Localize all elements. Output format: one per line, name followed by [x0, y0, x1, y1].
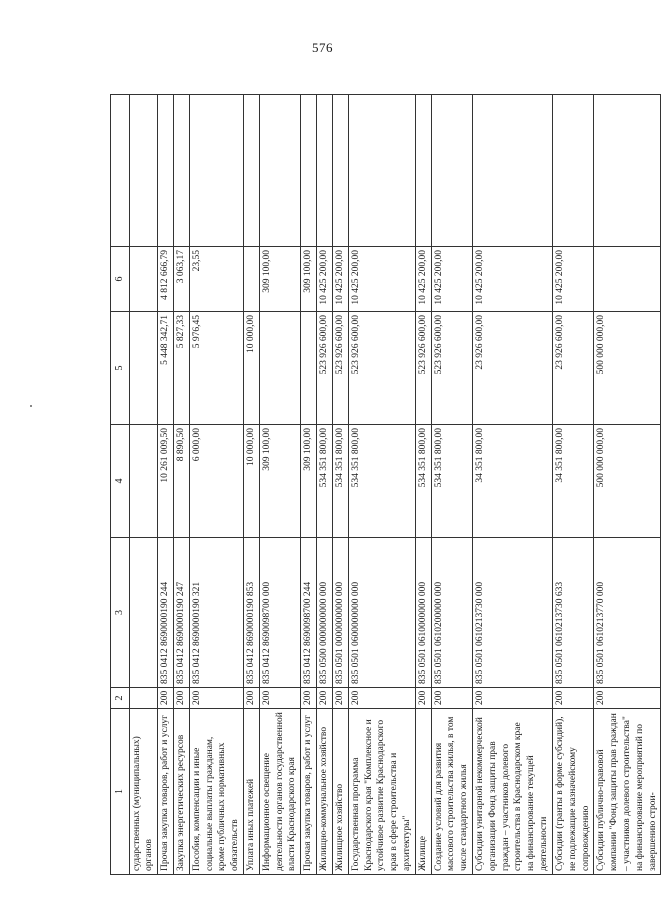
row-amount-5-cell: 523 926 600,00 — [317, 312, 333, 425]
row-code-cell: 200 — [189, 688, 243, 709]
row-empty-cell — [259, 95, 300, 247]
row-code-cell: 200 — [259, 688, 300, 709]
row-name-cell: Государственная программа Краснодарского края "Комплексное и устойчивое развитие Краснодарского края в сфере строительства и архитектуры" — [348, 709, 415, 875]
row-empty-cell — [189, 95, 243, 247]
row-code-cell: 200 — [594, 688, 661, 709]
row-code-cell: 200 — [173, 688, 189, 709]
row-name-cell: сударственных (муниципальных) органов — [129, 709, 158, 875]
row-amount-4-cell: 6 000,00 — [189, 425, 243, 538]
row-name-cell: Уплата иных платежей — [244, 709, 260, 875]
margin-dot — [30, 405, 32, 407]
row-amount-5-cell: 523 926 600,00 — [348, 312, 415, 425]
table-row — [552, 95, 593, 875]
row-amount-6-cell: 10 425 200,00 — [431, 247, 472, 312]
row-classification-cell: 835 0412 8690098700 244 — [301, 538, 317, 688]
header-cell-1: 1 — [111, 709, 130, 875]
table-row — [415, 95, 431, 875]
row-amount-6-cell: 10 425 200,00 — [552, 247, 593, 312]
row-code-cell: 200 — [317, 688, 333, 709]
row-code-cell: 200 — [301, 688, 317, 709]
row-amount-5-cell: 5 827,33 — [173, 312, 189, 425]
row-amount-4-cell: 10 000,00 — [244, 425, 260, 538]
row-amount-4-cell: 34 351 800,00 — [552, 425, 593, 538]
row-amount-6-cell — [594, 247, 661, 312]
row-amount-6-cell: 3 063,17 — [173, 247, 189, 312]
row-code-cell: 200 — [348, 688, 415, 709]
row-amount-5-cell: 523 926 600,00 — [332, 312, 348, 425]
row-amount-5-cell: 23 926 600,00 — [473, 312, 553, 425]
row-amount-4-cell: 10 261 009,50 — [158, 425, 174, 538]
row-name-cell: Жилищно-коммунальное хозяйство — [317, 709, 333, 875]
budget-table-rotated — [110, 95, 658, 875]
row-code-cell: 200 — [473, 688, 553, 709]
row-amount-5-cell: 523 926 600,00 — [415, 312, 431, 425]
row-amount-6-cell: 309 100,00 — [301, 247, 317, 312]
row-code-cell — [129, 688, 158, 709]
table-row — [158, 95, 174, 875]
row-classification-cell: 835 0500 0000000000 000 — [317, 538, 333, 688]
row-amount-4-cell: 309 100,00 — [259, 425, 300, 538]
row-classification-cell: 835 0501 0610200000 000 — [431, 538, 472, 688]
row-name-cell: Субсидии публично-правовой компании "Фонд защиты прав граждан – участников долевого строительства" на финансирование мероприятий по завершению строи- — [594, 709, 661, 875]
table-row — [244, 95, 260, 875]
table-header-row — [111, 95, 130, 875]
row-classification-cell: 835 0501 0610213770 000 — [594, 538, 661, 688]
row-empty-cell — [129, 95, 158, 247]
row-name-cell: Субсидии (гранты в форме субсидий), не подлежащие казначейскому сопровождению — [552, 709, 593, 875]
row-name-cell: Прочая закупка товаров, работ и услуг — [301, 709, 317, 875]
row-empty-cell — [173, 95, 189, 247]
table-row — [259, 95, 300, 875]
row-amount-4-cell: 534 351 800,00 — [431, 425, 472, 538]
budget-table — [110, 94, 661, 875]
row-amount-5-cell — [301, 312, 317, 425]
header-cell-5: 5 — [111, 312, 130, 425]
table-row — [473, 95, 553, 875]
row-name-cell: Информационное освещение деятельности органов государственной власти Краснодарского края — [259, 709, 300, 875]
header-cell-6: 6 — [111, 247, 130, 312]
row-code-cell: 200 — [415, 688, 431, 709]
row-amount-6-cell: 10 425 200,00 — [473, 247, 553, 312]
row-code-cell: 200 — [552, 688, 593, 709]
row-amount-5-cell: 5 448 342,71 — [158, 312, 174, 425]
row-amount-5-cell — [129, 312, 158, 425]
row-amount-4-cell: 534 351 800,00 — [332, 425, 348, 538]
row-amount-6-cell: 10 425 200,00 — [415, 247, 431, 312]
row-classification-cell: 835 0412 8690000190 247 — [173, 538, 189, 688]
row-name-cell: Жилищное хозяйство — [332, 709, 348, 875]
row-classification-cell: 835 0501 0000000000 000 — [332, 538, 348, 688]
row-amount-6-cell — [129, 247, 158, 312]
row-amount-4-cell: 8 890,50 — [173, 425, 189, 538]
row-amount-5-cell: 10 000,00 — [244, 312, 260, 425]
row-classification-cell: 835 0412 8690000190 853 — [244, 538, 260, 688]
header-cell-3: 3 — [111, 538, 130, 688]
row-code-cell: 200 — [431, 688, 472, 709]
page-number: 576 — [312, 40, 333, 55]
row-classification-cell: 835 0501 0610000000 000 — [415, 538, 431, 688]
row-classification-cell: 835 0412 8690098700 000 — [259, 538, 300, 688]
row-classification-cell: 835 0501 0610213730 000 — [473, 538, 553, 688]
row-amount-5-cell — [259, 312, 300, 425]
row-classification-cell — [129, 538, 158, 688]
row-amount-5-cell: 23 926 600,00 — [552, 312, 593, 425]
row-amount-6-cell: 23,55 — [189, 247, 243, 312]
row-amount-6-cell: 10 425 200,00 — [332, 247, 348, 312]
table-row — [332, 95, 348, 875]
row-amount-6-cell — [244, 247, 260, 312]
row-empty-cell — [415, 95, 431, 247]
row-classification-cell: 835 0501 0610213730 633 — [552, 538, 593, 688]
row-amount-5-cell: 5 976,45 — [189, 312, 243, 425]
row-classification-cell: 835 0412 8690000190 244 — [158, 538, 174, 688]
row-amount-6-cell: 4 812 666,79 — [158, 247, 174, 312]
row-name-cell: Субсидии унитарной некоммерческой организации Фонд защиты прав граждан – участников долевого строительства в Краснодарском крае на финансирование текущей деятельности — [473, 709, 553, 875]
table-row — [189, 95, 243, 875]
row-classification-cell: 835 0412 8690000190 321 — [189, 538, 243, 688]
row-empty-cell — [244, 95, 260, 247]
row-empty-cell — [301, 95, 317, 247]
row-name-cell: Прочая закупка товаров, работ и услуг — [158, 709, 174, 875]
row-empty-cell — [348, 95, 415, 247]
row-amount-6-cell: 309 100,00 — [259, 247, 300, 312]
row-name-cell: Пособия, компенсации и иные социальные выплаты гражданам, кроме публичных нормативных обязательств — [189, 709, 243, 875]
table-row — [431, 95, 472, 875]
table-row — [301, 95, 317, 875]
row-amount-4-cell: 534 351 800,00 — [317, 425, 333, 538]
row-empty-cell — [552, 95, 593, 247]
table-row — [348, 95, 415, 875]
row-amount-6-cell: 10 425 200,00 — [348, 247, 415, 312]
row-name-cell: Закупка энергетических ресурсов — [173, 709, 189, 875]
row-code-cell: 200 — [244, 688, 260, 709]
row-amount-5-cell: 500 000 000,00 — [594, 312, 661, 425]
row-empty-cell — [332, 95, 348, 247]
row-amount-5-cell: 523 926 600,00 — [431, 312, 472, 425]
header-cell-2: 2 — [111, 688, 130, 709]
table-row — [129, 95, 158, 875]
row-amount-4-cell: 309 100,00 — [301, 425, 317, 538]
row-amount-4-cell — [129, 425, 158, 538]
row-amount-4-cell: 500 000 000,00 — [594, 425, 661, 538]
row-empty-cell — [431, 95, 472, 247]
row-name-cell: Создание условий для развития массового строительства жилья, в том числе стандартного жилья — [431, 709, 472, 875]
row-code-cell: 200 — [158, 688, 174, 709]
row-empty-cell — [317, 95, 333, 247]
table-row — [317, 95, 333, 875]
row-name-cell: Жилище — [415, 709, 431, 875]
row-amount-4-cell: 534 351 800,00 — [348, 425, 415, 538]
header-cell-7 — [111, 95, 130, 247]
row-empty-cell — [473, 95, 553, 247]
header-cell-4: 4 — [111, 425, 130, 538]
row-amount-6-cell: 10 425 200,00 — [317, 247, 333, 312]
row-amount-4-cell: 34 351 800,00 — [473, 425, 553, 538]
row-code-cell: 200 — [332, 688, 348, 709]
row-empty-cell — [158, 95, 174, 247]
row-empty-cell — [594, 95, 661, 247]
table-body — [111, 95, 661, 875]
table-row — [173, 95, 189, 875]
row-amount-4-cell: 534 351 800,00 — [415, 425, 431, 538]
row-classification-cell: 835 0501 0600000000 000 — [348, 538, 415, 688]
table-row — [594, 95, 661, 875]
